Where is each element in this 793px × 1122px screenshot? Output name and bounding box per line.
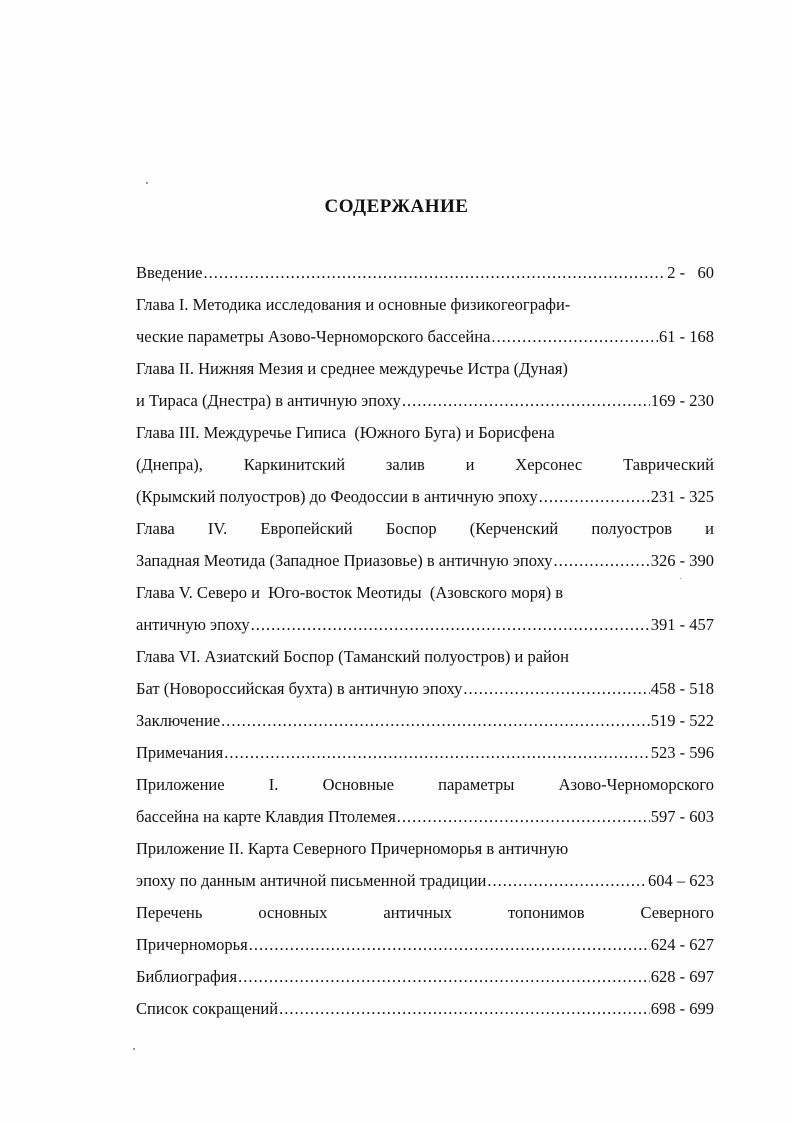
- toc-word: Азово-Черноморского: [558, 775, 714, 794]
- toc-entry-title: Глава II. Нижняя Мезия и среднее междуречье Истра (Дуная): [136, 359, 568, 378]
- toc-entry: [136, 705, 714, 737]
- toc-entry: [136, 289, 714, 353]
- toc-title: СОДЕРЖАНИЕ: [324, 196, 469, 217]
- toc-word: I.: [268, 775, 279, 794]
- toc-entry-title: Введение: [136, 263, 203, 282]
- toc-word: основных: [258, 903, 328, 922]
- toc-line: [136, 545, 714, 577]
- toc-line-justified: [136, 769, 714, 801]
- toc-entry-title: (Крымский полуостров) до Феодоссии в античную эпоху: [136, 487, 538, 506]
- toc-word: параметры: [438, 775, 515, 794]
- dot-leader: [487, 865, 647, 897]
- toc-word: (Днепра),: [136, 455, 203, 474]
- toc-word: Херсонес: [515, 455, 583, 474]
- toc-line: [136, 321, 714, 353]
- toc-page-range: 597 - 603: [650, 807, 714, 826]
- toc-page-range: 326 - 390: [650, 551, 714, 570]
- toc-entry: [136, 833, 714, 897]
- toc-entry-title: Причерноморья: [136, 935, 248, 954]
- toc-page-range: 2 - 60: [667, 263, 714, 282]
- toc-entry-title: Примечания: [136, 743, 224, 762]
- toc-word: Таврический: [623, 455, 714, 474]
- toc-word: и: [705, 519, 714, 538]
- toc-line: [136, 737, 714, 769]
- toc-line: [136, 417, 714, 449]
- toc-entry-title: античную эпоху: [136, 615, 250, 634]
- toc-entry: [136, 513, 714, 577]
- toc-page-range: 61 - 168: [659, 327, 714, 346]
- toc-entry-title: Западная Меотида (Западное Приазовье) в античную эпоху: [136, 551, 553, 570]
- toc-line: [136, 577, 714, 609]
- toc-line-justified: [136, 513, 714, 545]
- toc-word: IV.: [207, 519, 228, 538]
- toc-entry-title: бассейна на карте Клавдия Птолемея: [136, 807, 396, 826]
- toc-entry-title: эпоху по данным античной письменной традиции: [136, 871, 487, 890]
- toc-entry: [136, 417, 714, 513]
- dot-leader: [397, 801, 650, 833]
- dot-leader: [463, 673, 649, 705]
- toc-entry-title: Глава I. Методика исследования и основные физикогеографи-: [136, 295, 571, 314]
- toc-line: [136, 481, 714, 513]
- toc-page-range: 523 - 596: [650, 743, 714, 762]
- toc-page-range: 624 - 627: [650, 935, 714, 954]
- toc-word: и: [465, 455, 475, 474]
- toc-line: [136, 929, 714, 961]
- toc-word: залив: [385, 455, 425, 474]
- toc-line: [136, 993, 714, 1025]
- toc-word: (Керченский: [469, 519, 559, 538]
- toc-page-range: 169 - 230: [650, 391, 714, 410]
- toc-word: Европейский: [260, 519, 353, 538]
- toc-entry: [136, 769, 714, 833]
- toc-word: Приложение: [136, 775, 225, 794]
- toc-word: Боспор: [385, 519, 437, 538]
- dot-leader: [204, 257, 667, 289]
- dot-leader: [249, 929, 650, 961]
- dot-leader: [221, 705, 650, 737]
- dot-leader: [539, 481, 650, 513]
- toc-line: [136, 833, 714, 865]
- toc-line: [136, 289, 714, 321]
- toc-entry: [136, 353, 714, 417]
- toc-entry-title: Глава III. Междуречье Гиписа (Южного Буга) и Борисфена: [136, 423, 555, 442]
- toc-entry: [136, 993, 714, 1025]
- dot-leader: [402, 385, 650, 417]
- dot-leader: [251, 609, 650, 641]
- toc-page-range: 391 - 457: [650, 615, 714, 634]
- toc-entry-title: Заключение: [136, 711, 221, 730]
- scan-speck: [146, 182, 148, 184]
- toc-line: [136, 961, 714, 993]
- toc-page-range: 519 - 522: [650, 711, 714, 730]
- dot-leader: [491, 321, 658, 353]
- dot-leader: [279, 993, 650, 1025]
- toc-word: Каркинитский: [243, 455, 346, 474]
- toc-line: [136, 257, 714, 289]
- toc-line: [136, 353, 714, 385]
- toc-word: топонимов: [508, 903, 585, 922]
- toc-line: [136, 609, 714, 641]
- toc-entry-title: и Тираса (Днестра) в античную эпоху: [136, 391, 401, 410]
- toc-line: [136, 801, 714, 833]
- toc-entry-title: Глава V. Северо и Юго-восток Меотиды (Азовского моря) в: [136, 583, 564, 602]
- toc-line: [136, 865, 714, 897]
- toc-entry: [136, 897, 714, 961]
- toc-entry-title: ческие параметры Азово-Черноморского бассейна: [136, 327, 491, 346]
- toc-line: [136, 385, 714, 417]
- toc-line-justified: [136, 897, 714, 929]
- table-of-contents: [136, 257, 714, 1025]
- toc-page-range: 604 – 623: [648, 871, 714, 890]
- toc-line-justified: [136, 449, 714, 481]
- toc-entry: [136, 257, 714, 289]
- dot-leader: [224, 737, 650, 769]
- toc-entry: [136, 577, 714, 641]
- toc-entry-title: Библиография: [136, 967, 238, 986]
- toc-page-range: 628 - 697: [650, 967, 714, 986]
- toc-word: античных: [383, 903, 453, 922]
- toc-entry: [136, 737, 714, 769]
- toc-entry-title: Приложение II. Карта Северного Причерноморья в античную: [136, 839, 569, 858]
- toc-line: [136, 673, 714, 705]
- toc-entry-title: Бат (Новороссийская бухта) в античную эпоху: [136, 679, 463, 698]
- toc-entry: [136, 961, 714, 993]
- dot-leader: [553, 545, 649, 577]
- toc-word: Северного: [640, 903, 714, 922]
- toc-line: [136, 641, 714, 673]
- toc-word: Основные: [322, 775, 394, 794]
- dot-leader: [238, 961, 650, 993]
- scan-speck: [133, 1048, 135, 1050]
- toc-page-range: 231 - 325: [650, 487, 714, 506]
- toc-word: Глава: [136, 519, 175, 538]
- toc-word: Перечень: [136, 903, 203, 922]
- toc-page-range: 458 - 518: [650, 679, 714, 698]
- toc-word: полуостров: [591, 519, 673, 538]
- toc-entry: [136, 641, 714, 705]
- toc-page-range: 698 - 699: [650, 999, 714, 1018]
- toc-line: [136, 705, 714, 737]
- toc-entry-title: Глава VI. Азиатский Боспор (Таманский полуостров) и район: [136, 647, 569, 666]
- toc-entry-title: Список сокращений: [136, 999, 279, 1018]
